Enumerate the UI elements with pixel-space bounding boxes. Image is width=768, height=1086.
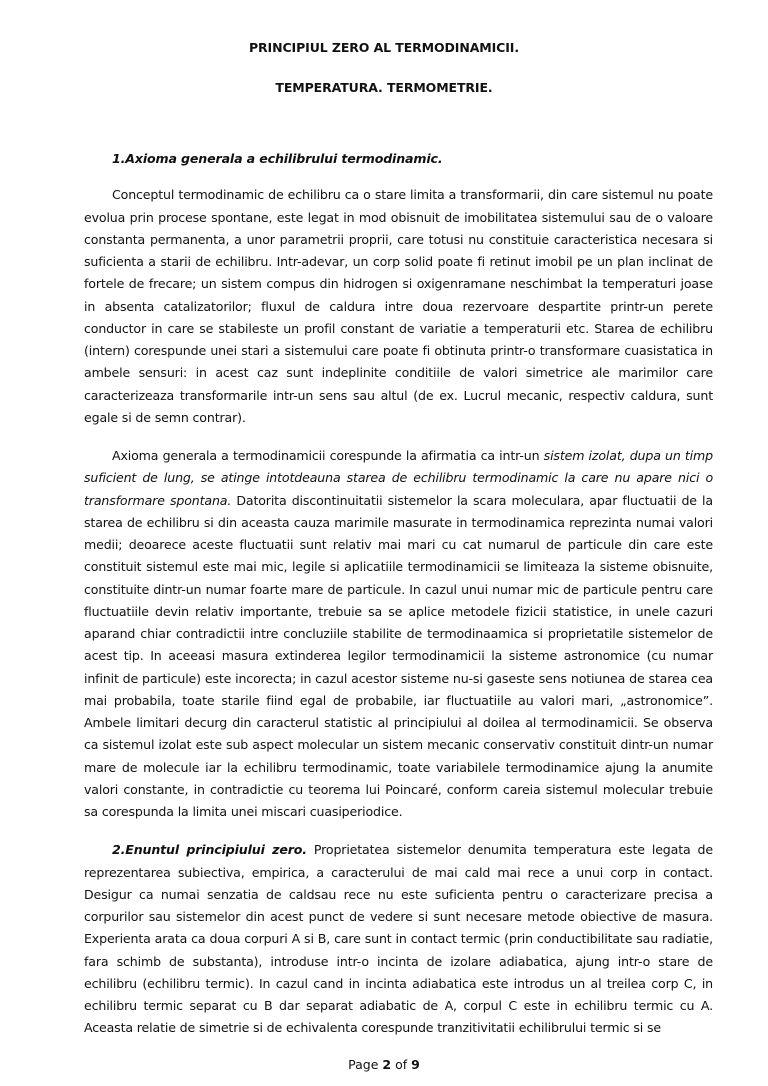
- section-1-heading: 1.Axioma generala a echilibrului termodinamic.: [112, 151, 443, 166]
- footer-middle: of: [391, 1057, 412, 1072]
- paragraph-2: [84, 445, 713, 823]
- footer-prefix: Page: [348, 1057, 383, 1072]
- paragraph-2-start: Axioma generala a termodinamicii corespunde la afirmatia ca intr-un: [112, 448, 544, 463]
- document-title: PRINCIPIUL ZERO AL TERMODINAMICII.: [248, 40, 520, 55]
- paragraph-2-rest: Datorita discontinuitatii sistemelor la scara moleculara, apar fluctuatii de la starea de echilibru si din aceasta cauza marimile masurate in termodinamica reprezinta numai valori medii; deoarece aceste fluctuatii sunt relativ mai mari cu cat numarul de particule din care este constituit sistemul este mai mic, legile si aplicatiile termodinamicii se limiteaza la sisteme obisnuite, constituite dintr-un numar foarte mare de particule. In cazul unui numar mic de particule pentru care fluctuatiile devin relativ importante, trebuie sa se aplice metodele fizicii statistice, in unele cazuri aparand chiar contradictii intre concluziile stabilite de termodinaamica si proprietatile sistemelor de acest tip. In aceeasi masura extinderea legilor termodinamicii la sisteme astronomice (cu numar infinit de particule) este incorecta; in cazul acestor sisteme nu-si gaseste sens notiunea de starea cea mai probabila, toate starile fiind egal de probabile, iar fluctuatiile au valori mari, „astronomice”. Ambele limitari decurg din caracterul statistic al principiului al doilea al termodinamicii. Se observa ca sistemul izolat este sub aspect molecular un sistem mecanic conservativ constituit dintr-un numar mare de molecule iar la echilibru termodinamic, toate variabilele termodinamice ajung la anumite valori constante, in contradictie cu teorema lui Poincaré, conform careia sistemul molecular trebuie sa corespunda la limita unei miscari cuasiperiodice.: [84, 492, 713, 819]
- page-footer: [0, 1057, 768, 1072]
- paragraph-1: Conceptul termodinamic de echilibru ca o stare limita a transformarii, din care sistemul nu poate evolua prin procese spontane, este legat in mod obisnuit de imobilitatea sistemului sau de o valoare constanta permanenta, a unor parametrii proprii, care totusi nu constituie caracteristica necesara si suficienta a starii de echilibru. Intr-adevar, un corp solid poate fi retinut imobil pe un plan inclinat de fortele de frecare; un sistem compus din hidrogen si oxigenramane neschimbat la temperaturi joase in absenta catalizatorilor; fluxul de caldura intre doua rezervoare despartite printr-un perete conductor in care se stabileste un profil constant de variatie a temperaturii etc. Starea de echilibru (intern) corespunde unei stari a sistemului care poate fi obtinuta printr-o transformare cuasistatica in ambele sensuri: in acest caz sunt indeplinite conditiile de valori simetrice ale marimilor care caracterizeaza transformarile intr-un sens sau altul (de ex. Lucrul mecanic, respectiv caldura, sunt egale si de semn contrar).: [84, 187, 713, 425]
- paragraph-3: [84, 839, 713, 1039]
- footer-page-number: 2: [382, 1057, 392, 1072]
- footer-page-total: 9: [411, 1057, 420, 1072]
- paragraph-2-italic-axiom: sistem izolat, dupa un timp suficient de lung, se atinge intotdeauna starea de echilibru termodinamic la care nu apare nici o transformare spontana.: [84, 448, 713, 508]
- paragraph-3-text: Proprietatea sistemelor denumita temperatura este legata de reprezentarea subiectiva, empirica, a caracterului de mai cald mai rece a unui corp in contact. Desigur ca numai senzatia de caldsau rece nu este suficienta pentru o caracterizare precisa a corpurilor sau sistemelor din acest punct de vedere si sunt necesare metode obiective de masura. Experienta arata ca doua corpuri A si B, care sunt in contact termic (prin conductibilitate sau radiatie, fara schimb de substanta), introduse intr-o incinta de izolare adiabatica, ajung intr-o stare de echilibru (echilibru termic). In cazul cand in incinta adiabatica este introdus un al treilea corp C, in echilibru termic separat cu B dar separat adiabatic de A, corpul C este in echilibru termic cu A. Aceasta relatie de simetrie si de echivalenta corespunde tranzitivitatii echilibrului termic si se: [84, 842, 713, 1036]
- document-subtitle: TEMPERATURA. TERMOMETRIE.: [275, 80, 493, 95]
- document-body: [84, 148, 713, 1040]
- section-2-heading: 2.Enuntul principiului zero.: [112, 842, 307, 858]
